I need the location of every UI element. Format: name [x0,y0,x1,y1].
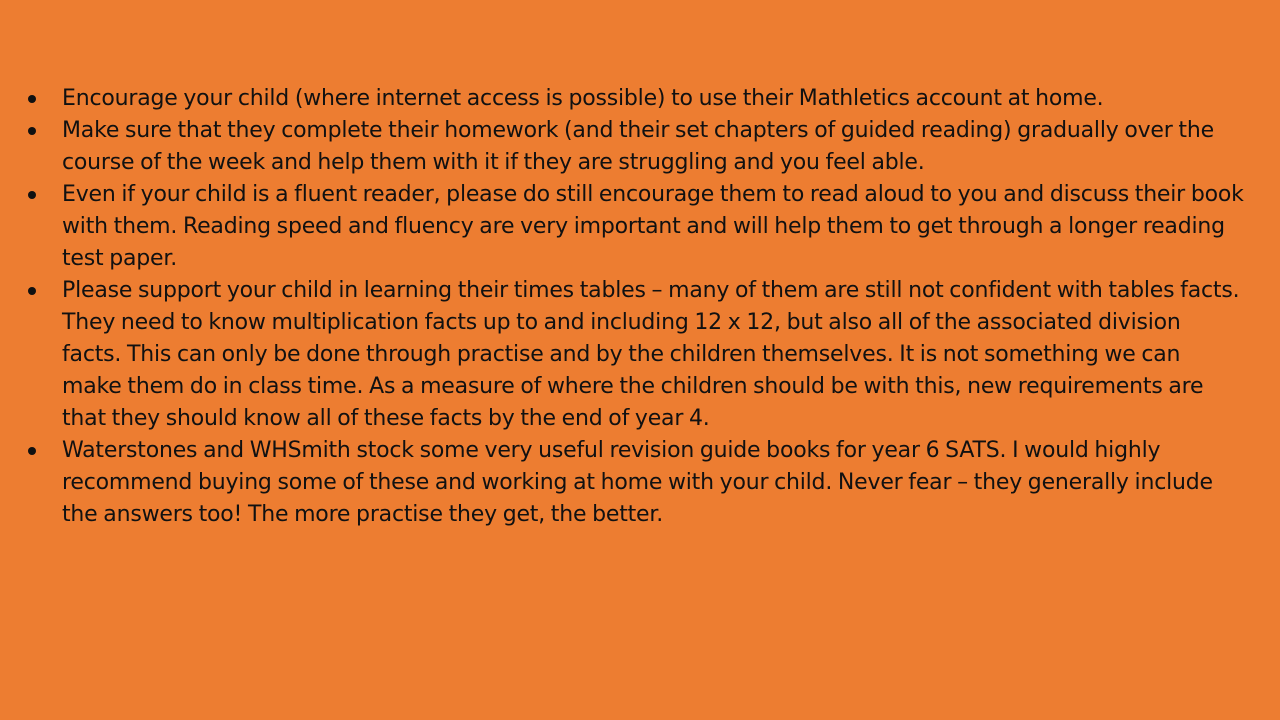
bullet-dot-icon [24,435,62,467]
bullet-dot-icon [24,179,62,211]
bullet-text-revision-guides: Waterstones and WHSmith stock some very useful revision guide books for year 6 SATS. I would highly recommend buying some of these and working at home with your child. Never fear – they generally include the answers too! The more practise they get, the better. [62,438,1213,527]
bullet-text-times-tables: Please support your child in learning their times tables – many of them are still not confident with tables facts. They need to know multiplication facts up to and including 12 x 12, but also all of the associated division facts. This can only be done through practise and by the children themselves. It is not something we can make them do in class time. As a measure of where the children should be with this, new requirements are that they should know all of these facts by the end of year 4. [62,278,1240,431]
bullet-item-reading [24,179,1244,275]
bullet-dot-icon [24,115,62,147]
bullet-text-homework: Make sure that they complete their homework (and their set chapters of guided reading) gradually over the course of the week and help them with it if they are struggling and you feel able. [62,118,1214,175]
bullet-text-reading: Even if your child is a fluent reader, please do still encourage them to read aloud to you and discuss their book with them. Reading speed and fluency are very important and will help them to get through a longer reading test paper. [62,182,1244,271]
bullet-item-revision-guides [24,435,1244,531]
bullet-item-times-tables [24,275,1244,435]
bullet-item-homework [24,115,1244,179]
bullet-item-mathletics [24,83,1244,115]
bullet-dot-icon [24,275,62,307]
bullet-dot-icon [24,83,62,115]
bullet-list [24,83,1244,531]
bullet-text-mathletics: Encourage your child (where internet access is possible) to use their Mathletics account at home. [62,86,1104,111]
